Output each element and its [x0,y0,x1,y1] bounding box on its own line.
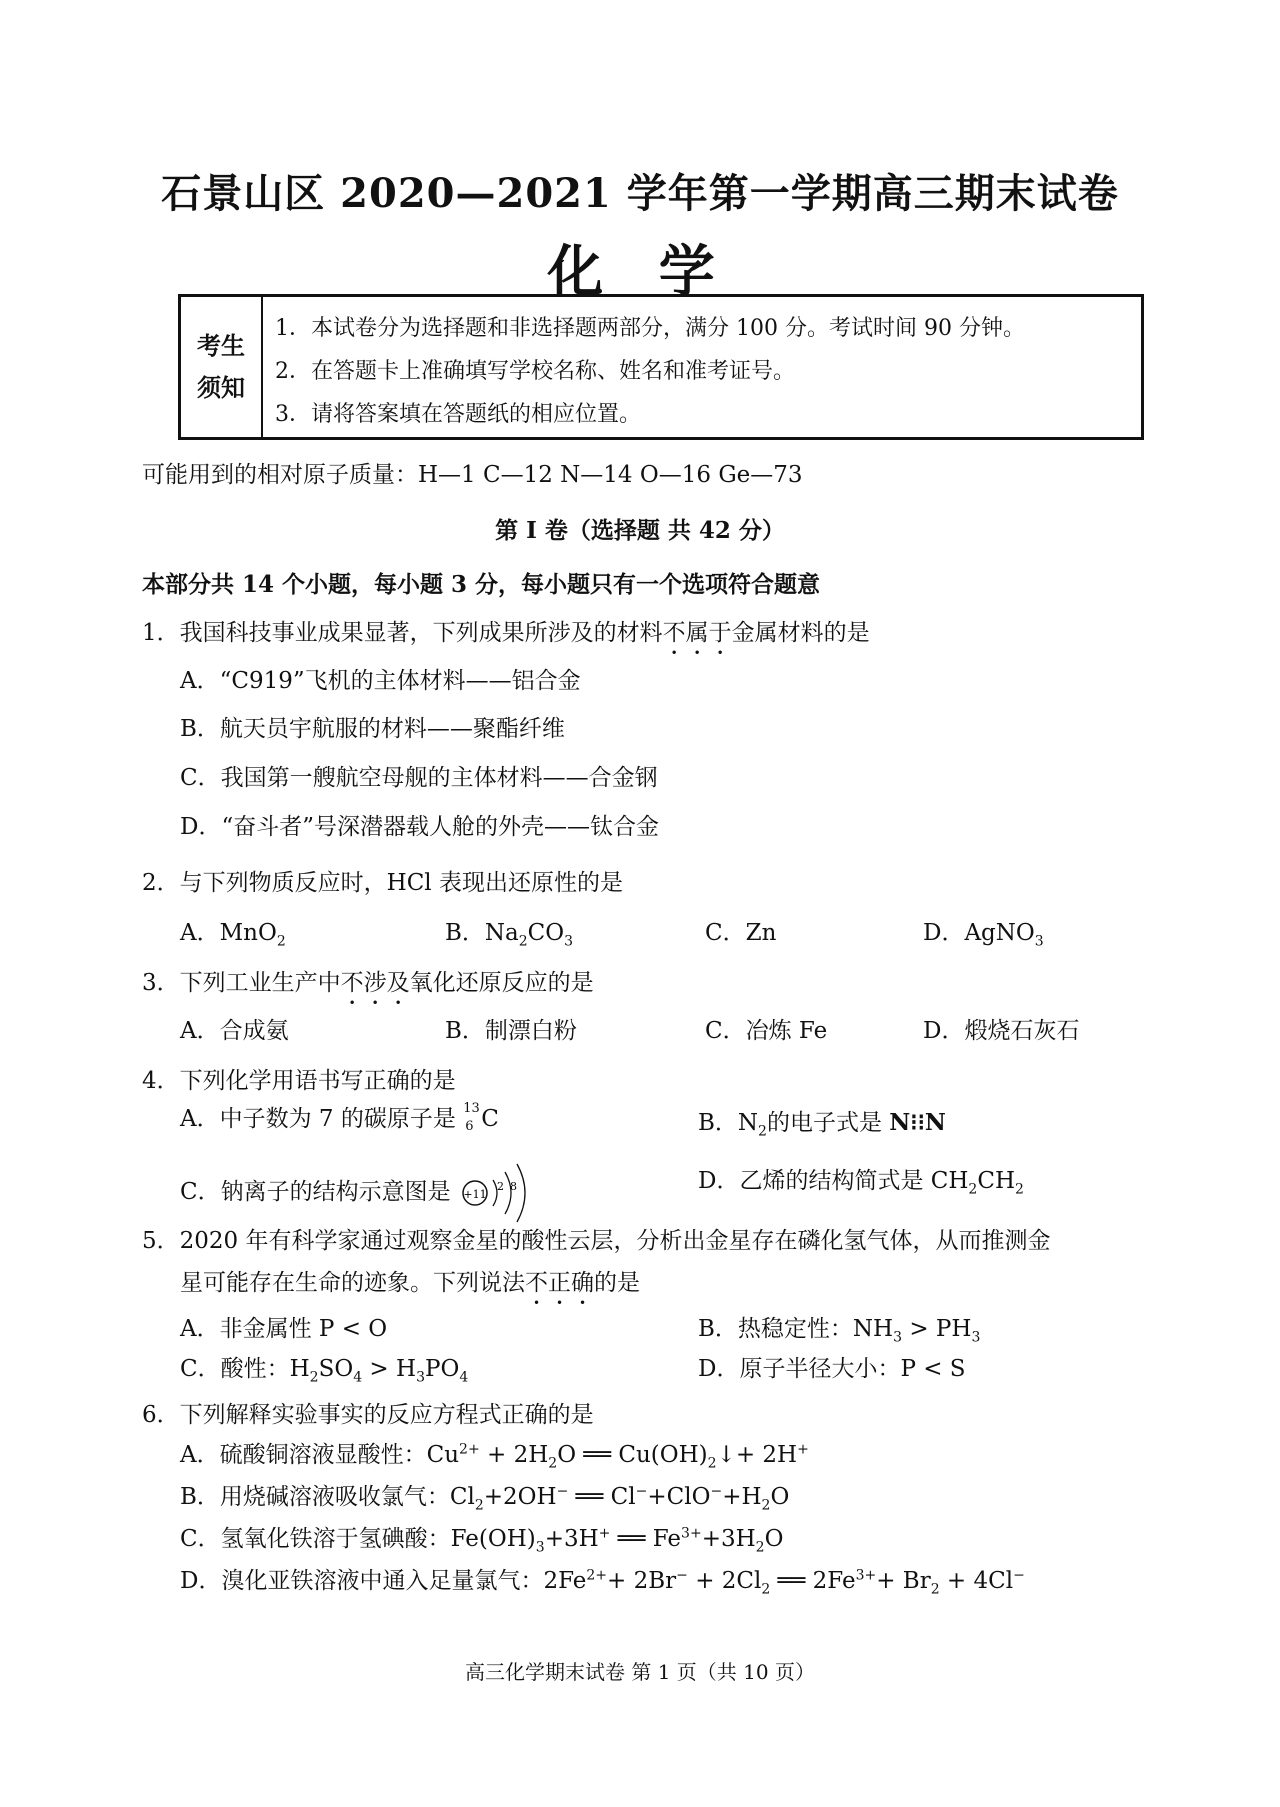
question-5-stem-line1: 5．2020 年有科学家通过观察金星的酸性云层，分析出金星存在磷化氢气体，从而推测金 [142,1228,1051,1254]
notice-box [178,294,1144,440]
svg-text:8: 8 [509,1180,517,1193]
question-2-option-b: B．$Na_2CO_3$ [445,920,574,950]
question-1-option-b: B．航天员宇航服的材料——聚酯纤维 [180,716,565,742]
question-3-option-c: C．冶炼 Fe [705,1018,828,1044]
emphasis-text: 不涉及 [340,970,410,996]
question-5-option-a: A．非金属性 P < O [180,1316,388,1342]
question-5-option-b: B．热稳定性：$NH_3 > PH_3$ [698,1316,981,1346]
question-5-option-c: C．酸性：$H_2SO_4 > H_3PO_4$ [180,1356,469,1386]
question-2-option-a: A．MnO$_2$ [180,920,286,950]
question-3-option-b: B．制漂白粉 [445,1018,577,1044]
emphasis-text: 不正确 [525,1270,594,1296]
notice-item: 1．本试卷分为选择题和非选择题两部分，满分 100 分。考试时间 90 分钟。 [275,316,1025,341]
question-5-option-d: D．原子半径大小：P < S [698,1356,966,1382]
question-4-option-a: A．中子数为 7 的碳原子是 13 6 C [180,1101,499,1134]
sodium-ion-structure-diagram [459,1160,539,1226]
svg-text:2: 2 [496,1180,504,1193]
question-6-stem: 6．下列解释实验事实的反应方程式正确的是 [142,1402,594,1428]
subject-title: 化 学 [547,239,733,305]
question-1-option-c: C．我国第一艘航空母舰的主体材料——合金钢 [180,765,658,791]
part-title: 第 I 卷（选择题 共 42 分） [495,517,785,544]
question-3-option-d: D．煅烧石灰石 [923,1018,1080,1044]
question-1-stem: 1．我国科技事业成果显著，下列成果所涉及的材料不属于金属材料的是 [142,620,870,646]
question-5-stem-line2: 星可能存在生命的迹象。下列说法不正确的是 [180,1270,640,1296]
notice-item: 3．请将答案填在答题纸的相应位置。 [275,402,641,427]
question-3-stem: 3．下列工业生产中不涉及氧化还原反应的是 [142,970,594,996]
notice-item: 2．在答题卡上准确填写学校名称、姓名和准考证号。 [275,359,795,384]
question-4-stem: 4．下列化学用语书写正确的是 [142,1068,456,1094]
part-description: 本部分共 14 个小题，每小题 3 分，每小题只有一个选项符合题意 [142,571,821,598]
question-2-option-c: C．Zn [705,920,777,946]
atomic-mass-line: 可能用到的相对原子质量：H—1 C—12 N—14 O—16 Ge—73 [142,462,803,488]
question-6-option-c: C．氢氧化铁溶于氢碘酸：$Fe(OH)_3+3H^+$ ══ $Fe^{3+}+3H_2O$ [180,1525,784,1556]
exam-title: 石景山区 2020—2021 学年第一学期高三期末试卷 [161,170,1119,217]
question-6-option-a: A．硫酸铜溶液显酸性：$Cu^{2+} + 2H_2O$ ══ $Cu(OH)_2↓+ 2H^+$ [180,1441,809,1472]
question-4-option-c: C．钠离子的结构示意图是 +11 2 8 [180,1160,539,1226]
notice-label [181,297,263,437]
question-1-option-a: A．“C919”飞机的主体材料——铝合金 [180,668,581,694]
question-4-option-b: B．$N_2$的电子式是 N⁝⁝N [698,1109,946,1140]
notice-label-line1: 考生 [197,331,245,360]
notice-items [263,297,1141,437]
question-2-stem: 2．与下列物质反应时，HCl 表现出还原性的是 [142,870,623,896]
isotope-notation: 13 6 [463,1101,480,1134]
electron-formula: N⁝⁝N [889,1109,946,1136]
emphasis-text: 不属于 [662,620,732,646]
page-footer: 高三化学期末试卷 第 1 页（共 10 页） [465,1660,815,1684]
question-6-option-b: B．用烧碱溶液吸收氯气：$Cl_2+2OH^-$ ══ $Cl^-+ClO^-+H_2O$ [180,1483,790,1514]
question-2-option-d: D．AgNO$_3$ [923,920,1044,950]
notice-label-line2: 须知 [197,373,245,402]
question-4-option-d: D．乙烯的结构简式是 $CH_2CH_2$ [698,1168,1024,1198]
svg-text:+11: +11 [463,1188,487,1201]
question-3-option-a: A．合成氨 [180,1018,289,1044]
question-6-option-d: D．溴化亚铁溶液中通入足量氯气：$2Fe^{2+}+ 2Br^- + 2Cl_2$ ══ $2Fe^{3+}+ Br_2 + 4Cl^-$ [180,1567,1025,1598]
question-1-option-d: D．“奋斗者”号深潜器载人舱的外壳——钛合金 [180,814,659,840]
